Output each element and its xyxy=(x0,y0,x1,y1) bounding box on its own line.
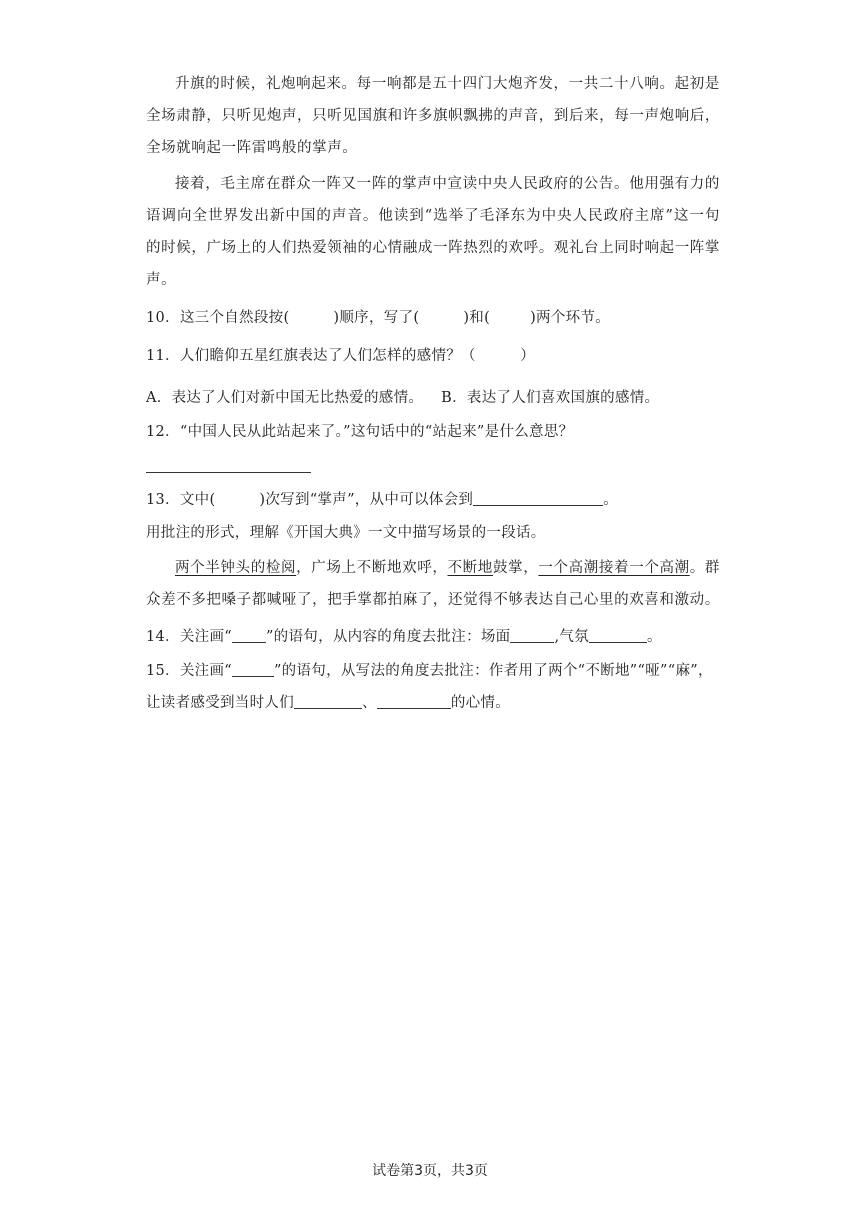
question-15-line-1 xyxy=(146,661,713,681)
excerpt-text-3: 。群众差不多把嗓子都喊哑了，把手掌都拍麻了，还觉得不够表达自己心里的欢喜和激动。 xyxy=(146,560,720,608)
q15-text-e: 的心情。 xyxy=(450,695,511,711)
excerpt-paragraph xyxy=(146,552,720,616)
q15-text-c: 让读者感受到当时人们 xyxy=(146,695,294,711)
q14-blank-atmosphere xyxy=(589,627,647,643)
q10-text-c: )和( xyxy=(463,310,491,326)
q14-text-a: 14．关注画“ xyxy=(146,629,232,645)
q11-option-a: A．表达了人们对新中国无比热爱的感情。 xyxy=(146,390,424,406)
q14-blank-mark xyxy=(232,627,266,643)
q14-text-c: ,气氛 xyxy=(554,629,589,645)
question-13 xyxy=(146,490,618,510)
q14-blank-scene xyxy=(510,627,554,643)
q10-text-a: 10．这三个自然段按( xyxy=(146,310,290,326)
excerpt-underline-1: 两个半钟头的检阅 xyxy=(175,560,297,576)
excerpt-underline-3: 一个高潮接着一个高潮 xyxy=(538,560,690,576)
question-15-line-2 xyxy=(146,693,510,713)
q10-text-b: )顺序，写了( xyxy=(333,310,420,326)
q15-blank-mark xyxy=(232,661,274,677)
question-14 xyxy=(146,627,662,647)
q15-text-d: 、 xyxy=(362,695,377,711)
q14-text-b: ”的语句，从内容的角度去批注：场面 xyxy=(265,629,511,645)
q14-text-d: 。 xyxy=(647,629,662,645)
q10-text-d: )两个环节。 xyxy=(530,310,611,326)
excerpt-text-2: 鼓掌， xyxy=(492,560,539,576)
question-11-stem: 11．人们瞻仰五星红旗表达了人们怎样的感情？（ ） xyxy=(146,348,536,364)
q15-blank-2 xyxy=(377,693,451,709)
q13-text-a: 13．文中( xyxy=(146,492,216,508)
excerpt-text-1: ，广场上不断地欢呼， xyxy=(296,560,448,576)
q13-text-c: 。 xyxy=(603,492,619,508)
question-11-options xyxy=(146,388,659,408)
question-12-stem: 12．“中国人民从此站起来了。”这句话中的“站起来”是什么意思？ xyxy=(146,424,574,440)
page-footer: 试卷第3页，共3页 xyxy=(372,1163,488,1179)
passage-paragraph-1: 升旗的时候，礼炮响起来。每一响都是五十四门大炮齐发，一共二十八响。起初是全场肃静，只听见炮声，只听见国旗和许多旗帜飘拂的声音，到后来，每一声炮响后，全场就响起一阵雷鸣般的掌声。 xyxy=(146,76,720,156)
q15-text-a: 15．关注画“ xyxy=(146,663,232,679)
q11-option-b: B．表达了人们喜欢国旗的感情。 xyxy=(441,390,660,406)
q15-blank-1 xyxy=(294,693,362,709)
excerpt-underline-2: 不断地 xyxy=(447,560,493,576)
annotation-instruction: 用批注的形式，理解《开国大典》一文中描写场景的一段话。 xyxy=(146,525,546,541)
q13-blank xyxy=(473,490,603,506)
q13-text-b: )次写到“掌声”，从中可以体会到 xyxy=(259,492,474,508)
q15-text-b: ”的语句，从写法的角度去批注：作者用了两个“不断地”“哑”“麻”， xyxy=(273,663,713,679)
q12-answer-line xyxy=(146,472,311,473)
question-10 xyxy=(146,308,610,328)
passage-paragraph-2: 接着，毛主席在群众一阵又一阵的掌声中宣读中央人民政府的公告。他用强有力的语调向全世界发出新中国的声音。他读到“选举了毛泽东为中央人民政府主席”这一句的时候，广场上的人们热爱领袖的心情融成一阵热烈的欢呼。观礼台上同时响起一阵掌声。 xyxy=(146,176,720,288)
